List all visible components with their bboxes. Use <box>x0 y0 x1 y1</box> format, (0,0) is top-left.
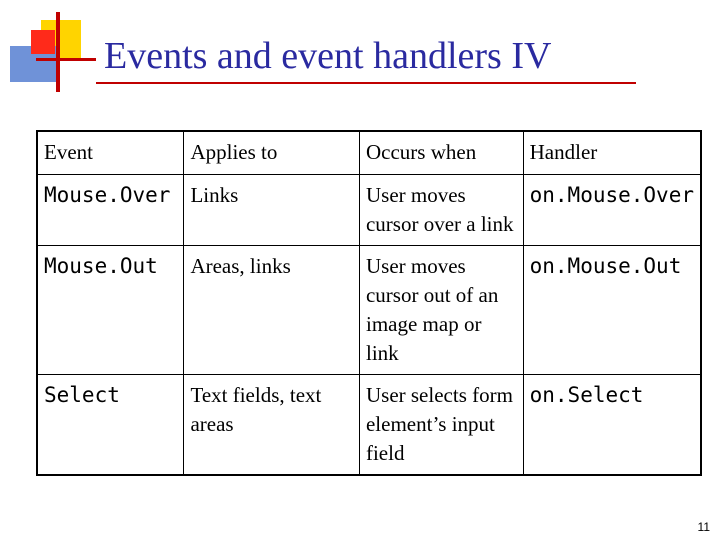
table-header-row <box>37 131 701 175</box>
cell-event: Mouse.Out <box>37 246 184 375</box>
cell-handler: on.Select <box>523 375 701 476</box>
cell-occurs-when: User selects form element’s input field <box>359 375 523 476</box>
cell-applies-to: Links <box>184 175 360 246</box>
cell-applies-to: Text fields, text areas <box>184 375 360 476</box>
logo-horizontal-line <box>36 58 96 61</box>
slide-logo <box>0 0 110 100</box>
cell-event: Mouse.Over <box>37 175 184 246</box>
table-row <box>37 246 701 375</box>
cell-occurs-when: User moves cursor over a link <box>359 175 523 246</box>
cell-applies-to: Areas, links <box>184 246 360 375</box>
table-row <box>37 175 701 246</box>
events-table <box>36 130 702 476</box>
header-event: Event <box>37 131 184 175</box>
header-applies-to: Applies to <box>184 131 360 175</box>
table-row <box>37 375 701 476</box>
cell-handler: on.Mouse.Out <box>523 246 701 375</box>
cell-occurs-when: User moves cursor out of an image map or link <box>359 246 523 375</box>
header-occurs-when: Occurs when <box>359 131 523 175</box>
page-number: 11 <box>697 520 710 534</box>
cell-handler: on.Mouse.Over <box>523 175 701 246</box>
header-handler: Handler <box>523 131 701 175</box>
slide-title: Events and event handlers IV <box>104 35 552 77</box>
cell-event: Select <box>37 375 184 476</box>
logo-vertical-line <box>56 12 60 92</box>
title-underline <box>96 82 636 84</box>
logo-red-square <box>31 30 55 54</box>
